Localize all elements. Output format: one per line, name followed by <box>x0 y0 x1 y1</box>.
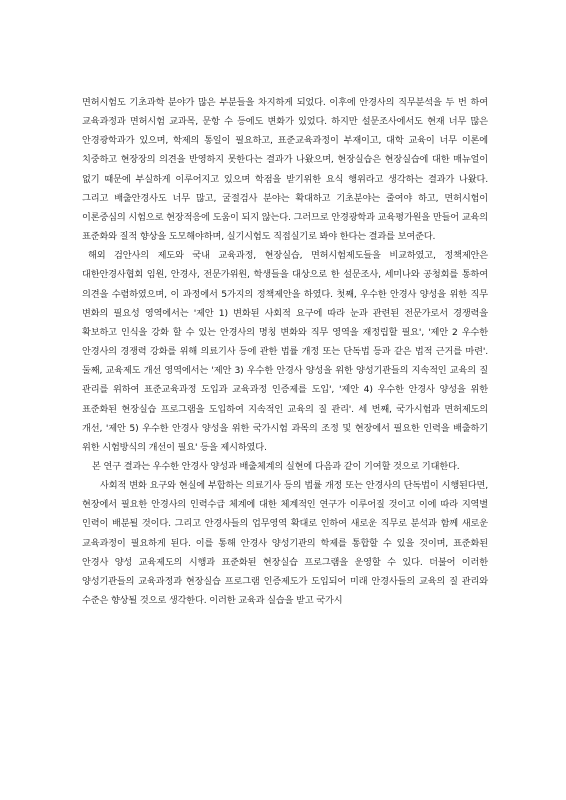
paragraph-4: 사회적 변화 요구와 현실에 부합하는 의료기사 등의 법률 개정 또는 안경사의 단독법이 시행된다면, 현장에서 필요한 안경사의 인력수급 체계에 대한 체계적인 연구가 이루어질 것이고 이에 따라 지역별 인력이 배분될 것이다. 그리고 안경사들의 업무영역 확대로 인하여 새로운 직무로 분석과 함께 새로운 교육과정이 필요하게 된다. 이를 통해 안경사 양성기관의 학제를 통합할 수 있을 것이며, 표준화된 안경사 양성 교육제도의 시행과 표준화된 현장실습 프로그램을 운영할 수 있다. 더불어 이러한 양성기관들의 교육과정과 현장실습 프로그램 인증제도가 도입되어 미래 안경사들의 교육의 질 관리와 수준은 향상될 것으로 생각한다. 이러한 교육과 실습을 받고 국가시 <box>82 480 488 607</box>
paragraph-3: 본 연구 결과는 우수한 안경사 양성과 배출체계의 실현에 다음과 같이 기여할 것으로 기대한다. <box>92 460 460 472</box>
paragraph-2: 해외 검안사의 제도와 국내 교육과정, 현장실습, 면허시험제도들을 비교하였고, 정책제안은 대한안경사협회 임원, 안경사, 전문가위원, 학생들을 대상으로 한 설문조사, 세미나와 공청회를 통하여 의견을 수렴하였으며, 이 과정에서 5가지의 정책제안을 하였다. 첫째, 우수한 안경사 양성을 위한 직무 변화의 필요성 영역에서는 '제안 1) 변화된 사회적 요구에 따라 눈과 관련된 전문가로서 경쟁력을 확보하고 인식을 강화 할 수 있는 안경사의 명칭 변화와 직무 영역을 재정립할 필요', '제안 2 우수한 안경사의 경쟁력 강화를 위해 의료기사 등에 관한 법률 개정 또는 단독법 등과 같은 법적 근거를 마련'. 둘째, 교육제도 개선 영역에서는 '제안 3) 우수한 안경사 양성을 위한 양성기관들의 지속적인 교육의 질 관리를 위하여 표준교육과정 도입과 교육과정 인증제를 도입', '제안 4) 우수한 안경사 양성을 위한 표준화된 현장실습 프로그램을 도입하여 지속적인 교육의 질 관리'. 세 번째, 국가시험과 면허제도의 개선, '제안 5) 우수한 안경사 양성을 위한 국가시험 과목의 조정 및 현장에서 필요한 인력을 배출하기 위한 시험방식의 개선이 필요' 등을 제시하였다. <box>82 250 488 453</box>
paragraph-1: 면허시험도 기초과학 분야가 많은 부분들을 차지하게 되었다. 이후에 안경사의 직무분석을 두 번 하여 교육과정과 면허시험 교과목, 문항 수 등에도 변화가 있었다. 하지만 설문조사에서도 현재 너무 많은 안경광학과가 있으며, 학제의 통일이 필요하고, 표준교육과정이 부재이고, 대학 교육이 너무 이론에 치중하고 현장장의 의견을 반영하지 못한다는 결과가 나왔으며, 현장실습은 현장실습에 대한 매뉴얼이 없기 때문에 부실하게 이루어지고 있으며 학점을 받기위한 요식 행위라고 생각하는 결과가 나왔다. 그리고 배출안경사도 너무 많고, 굴절검사 분야는 확대하고 기초분야는 줄여야 하고, 면허시험이 이론중심의 시험으로 현장적응에 도움이 되지 않는다. 그러므로 안경광학과 교육평가원을 만들어 교육의 표준화와 질적 향상을 도모해야하며, 실기시험도 직접실기로 봐야 한다는 결과를 보여준다. <box>82 97 488 243</box>
document-page <box>82 93 488 610</box>
